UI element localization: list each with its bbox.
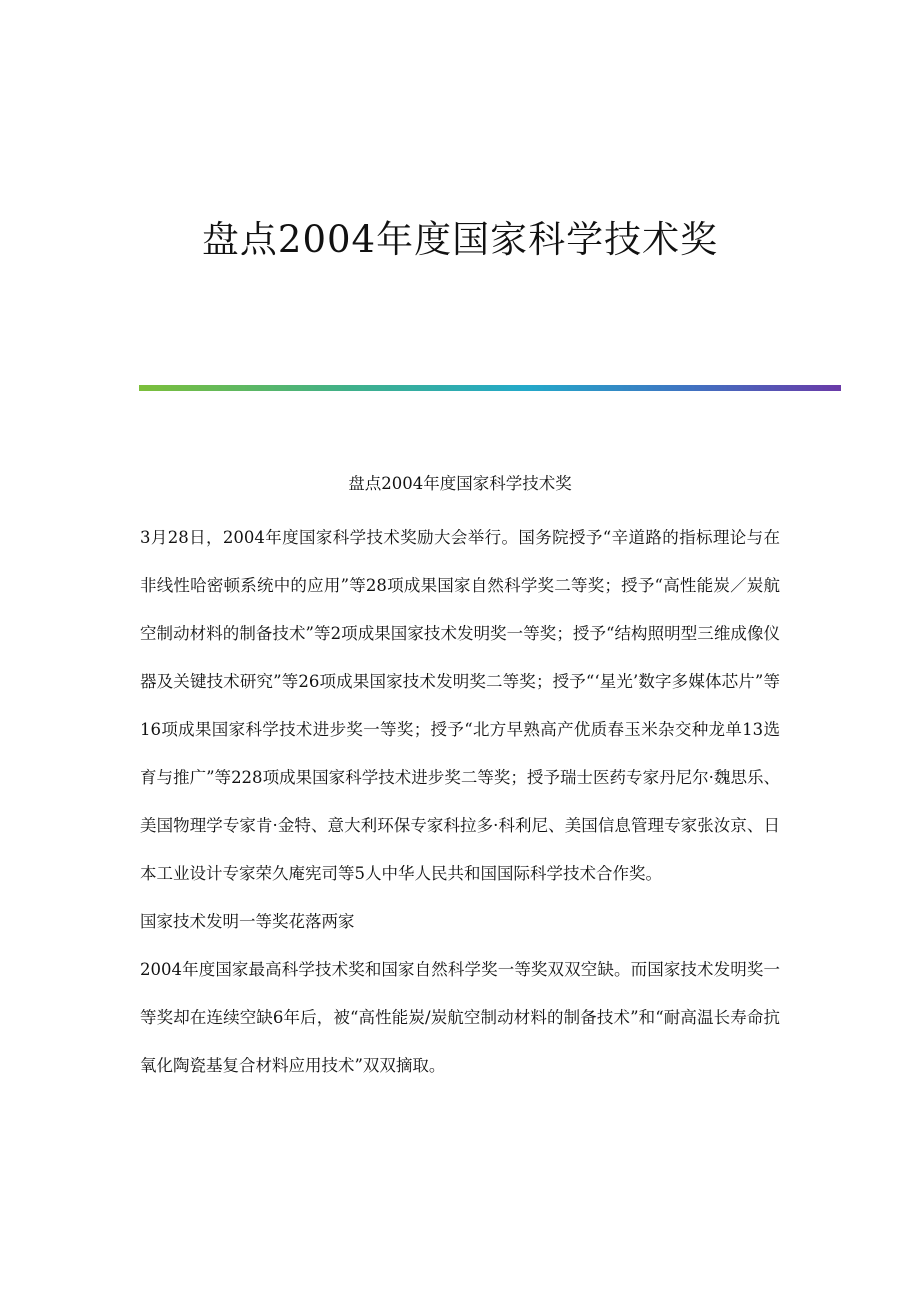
paragraph-first-prize: 2004年度国家最高科学技术奖和国家自然科学奖一等奖双双空缺。而国家技术发明奖一等奖却在连续空缺6年后，被“高性能炭/炭航空制动材料的制备技术”和“耐高温长寿命抗氧化陶瓷基复合材料应用技术”双双摘取。 xyxy=(140,960,780,1075)
main-title: 盘点2004年度国家科学技术奖 xyxy=(201,218,719,261)
sub-title: 盘点2004年度国家科学技术奖 xyxy=(348,474,572,493)
paragraph-awards-summary: 3月28日，2004年度国家科学技术奖励大会举行。国务院授予“辛道路的指标理论与在非线性哈密顿系统中的应用”等28项成果国家自然科学奖二等奖；授予“高性能炭／炭航空制动材料的制备技术”等2项成果国家技术发明奖一等奖；授予“结构照明型三维成像仪器及关键技术研究”等26项成果国家技术发明奖二等奖；授予“‘星光’数字多媒体芯片”等16项成果国家科学技术进步奖一等奖；授予“北方早熟高产优质春玉米杂交种龙单13选育与推广”等228项成果国家科学技术进步奖二等奖；授予瑞士医药专家丹尼尔·魏思乐、美国物理学专家肯·金特、意大利环保专家科拉多·科利尼、美国信息管理专家张汝京、日本工业设计专家荣久庵宪司等5人中华人民共和国国际科学技术合作奖。 xyxy=(140,528,780,883)
section-heading: 国家技术发明一等奖花落两家 xyxy=(140,912,355,931)
gradient-divider xyxy=(139,385,841,391)
document-body xyxy=(140,466,780,1090)
